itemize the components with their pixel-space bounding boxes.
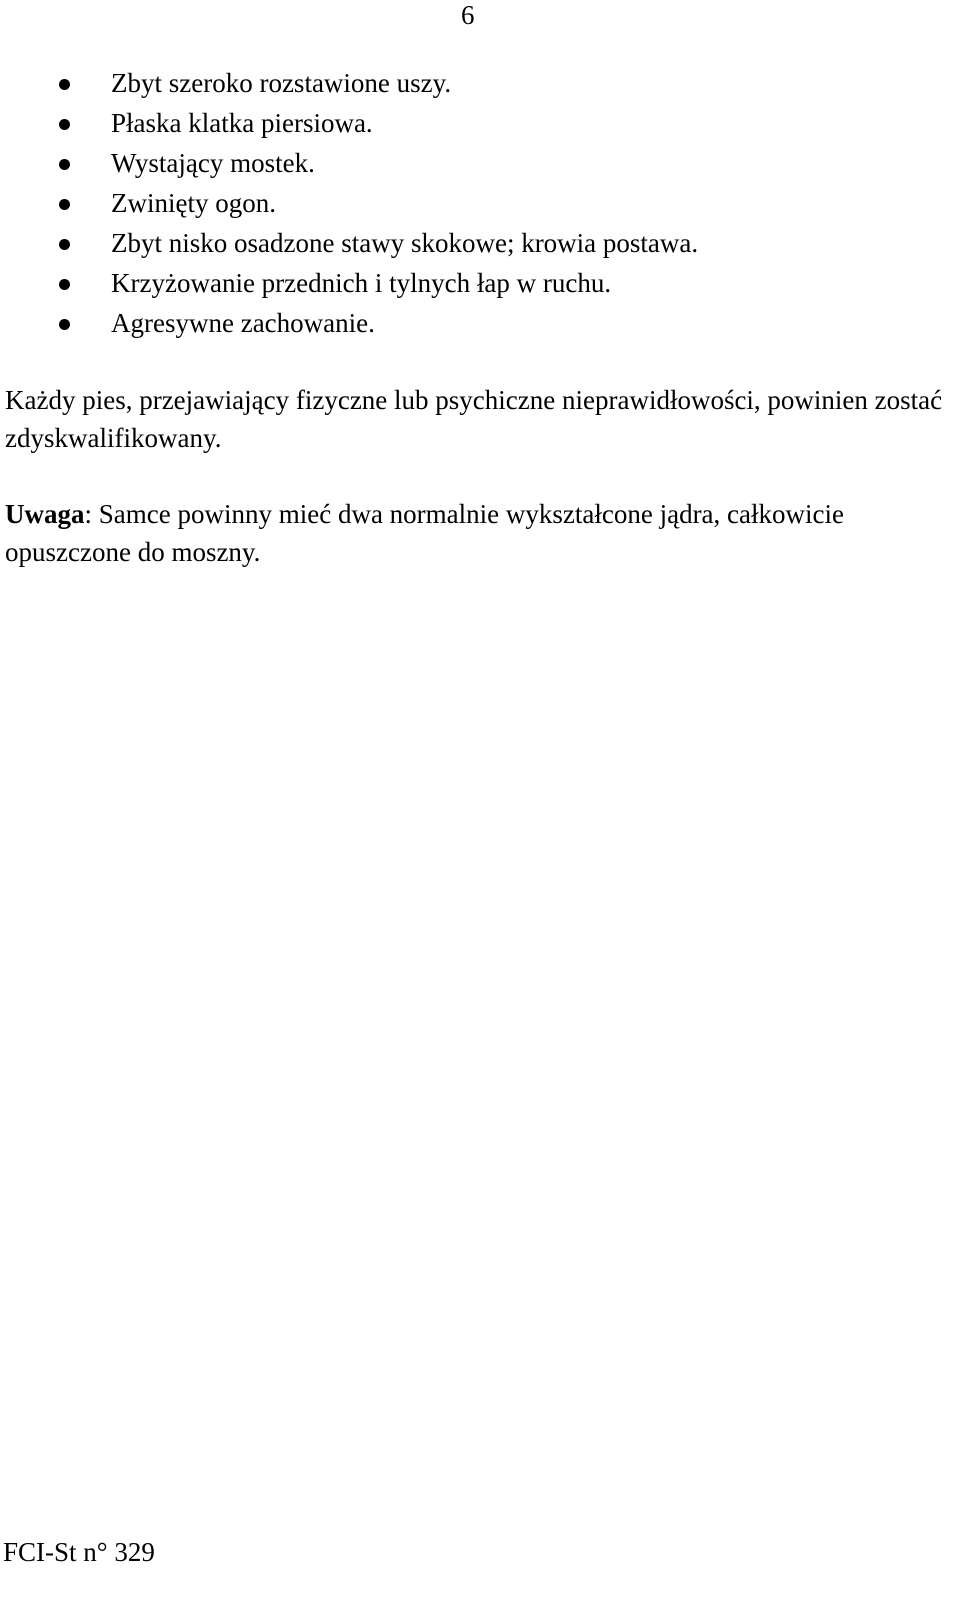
bullet-icon bbox=[59, 199, 70, 210]
bullet-icon bbox=[59, 159, 70, 170]
bullet-icon bbox=[59, 119, 70, 130]
bullet-icon bbox=[59, 279, 70, 290]
bullet-icon bbox=[59, 319, 70, 330]
list-item-text: Agresywne zachowanie. bbox=[111, 308, 375, 338]
note-label: Uwaga bbox=[5, 499, 85, 529]
list-item-text: Zbyt szeroko rozstawione uszy. bbox=[111, 68, 452, 98]
note-text: : Samce powinny mieć dwa normalnie wykształcone jądra, całkowicie opuszczone do moszny. bbox=[5, 499, 844, 567]
note-paragraph bbox=[5, 495, 945, 571]
list-item-text: Zbyt nisko osadzone stawy skokowe; krowia postawa. bbox=[111, 228, 699, 258]
bullet-icon bbox=[59, 79, 70, 90]
bullet-icon bbox=[59, 239, 70, 250]
page-number: 6 bbox=[461, 0, 475, 30]
disqualification-paragraph: Każdy pies, przejawiający fizyczne lub psychiczne nieprawidłowości, powinien zostać zdyskwalifikowany. bbox=[5, 385, 943, 453]
list-item-text: Płaska klatka piersiowa. bbox=[111, 108, 373, 138]
list-item-text: Wystający mostek. bbox=[111, 148, 315, 178]
list-item-text: Krzyżowanie przednich i tylnych łap w ruchu. bbox=[111, 268, 612, 298]
list-item-text: Zwinięty ogon. bbox=[111, 188, 276, 218]
standard-reference: FCI-St n° 329 bbox=[3, 1537, 155, 1567]
